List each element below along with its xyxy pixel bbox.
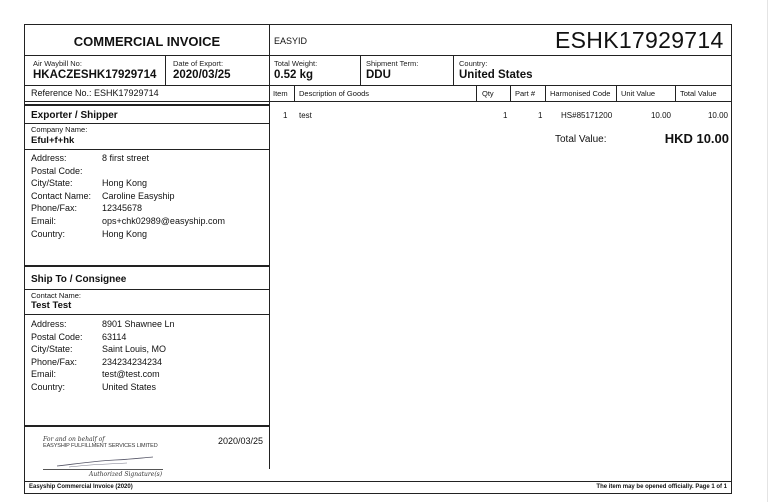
row-unit-value: 10.00 [650,111,671,120]
list-item: Country: Hong Kong [31,228,148,239]
company-name-label: Company Name: [31,125,88,134]
country-value: United States [459,69,533,81]
row-item: 1 [283,111,288,120]
total-weight-label: Total Weight: [274,59,318,68]
date-of-export-value: 2020/03/25 [173,69,231,81]
col-unit-value-header: Unit Value [621,89,656,98]
list-item: Phone/Fax: 12345678 [31,203,143,214]
date-of-export-label: Date of Export: [173,59,224,68]
list-item: City/State: Hong Kong [31,178,148,189]
list-item: Phone/Fax: 234234234234 [31,356,163,367]
company-name-value: Eful+f+hk [31,135,75,146]
signature-caption: Authorized Signature(s) [89,471,163,478]
list-item: Email: test@test.com [31,369,160,380]
carrier-name: EASYID [274,36,308,46]
col-qty-header: Qty [482,89,494,98]
air-waybill-value: HKACZESHK17929714 [33,69,157,81]
shipment-term-label: Shipment Term: [366,59,419,68]
signature-company: EASYSHIP FULFILLMENT SERVICES LIMITED [43,443,158,449]
air-waybill-label: Air Waybill No: [33,59,82,68]
exporter-address-block [31,152,267,240]
signature-scribble-icon [55,455,155,469]
commercial-invoice [24,24,732,494]
list-item: Contact Name: Caroline Easyship [31,190,175,201]
total-value-amount: HKD 10.00 [664,131,729,146]
row-hs-code: HS#85171200 [561,111,613,120]
footer-right: The item may be opened officially. Page 1 of 1 [596,484,727,490]
reference-number: Reference No.: ESHK17929714 [31,88,159,98]
signature-date: 2020/03/25 [218,436,264,446]
col-description-header: Description of Goods [299,89,370,98]
col-total-value-header: Total Value [680,89,717,98]
list-item: Address: 8 first street [31,153,150,163]
col-item-header: Item [273,89,288,98]
row-qty: 1 [503,111,508,120]
shipment-term-value: DDU [366,69,391,81]
list-item: Country: United States [31,381,157,392]
list-item: Postal Code: 63114 [31,331,127,342]
row-total-value: 10.00 [707,111,728,120]
consignee-address-block [31,318,267,394]
col-part-header: Part # [515,89,536,98]
contact-name-label: Contact Name: [31,291,82,300]
contact-name-value: Test Test [31,300,72,311]
list-item: Postal Code: [31,165,83,176]
consignee-heading: Ship To / Consignee [31,274,127,285]
exporter-heading: Exporter / Shipper [31,110,118,121]
list-item: Email: ops+chk02989@easyship.com [31,215,225,226]
list-item: Address: 8901 Shawnee Ln [31,319,175,329]
footer-left: Easyship Commercial Invoice (2020) [29,484,133,490]
total-weight-value: 0.52 kg [274,69,313,81]
country-label: Country: [459,59,488,68]
list-item: City/State: Saint Louis, MO [31,344,167,355]
invoice-title: COMMERCIAL INVOICE [73,34,221,49]
row-part: 1 [538,111,543,120]
row-description: test [299,111,312,120]
col-hs-code-header: Harmonised Code [550,89,611,98]
total-value-label: Total Value: [555,134,607,145]
signature-on-behalf: For and on behalf of [43,436,105,443]
tracking-number: ESHK17929714 [555,27,724,53]
